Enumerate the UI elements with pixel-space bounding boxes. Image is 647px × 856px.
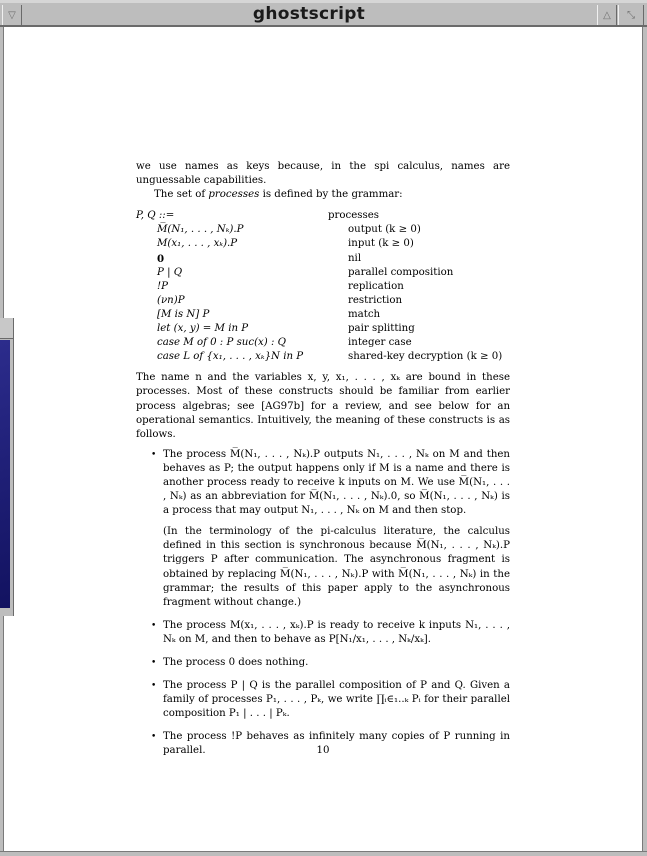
document-page [136, 160, 510, 768]
paragraph-bound-names: The name n and the variables x, y, x₁, . . . , xₖ are bound in these processes. Most of these constructs should be familiar from earlier process algebras; see [AG97b] for a review, and see below for an operational semantics. Intuitively, the meaning of these constructs is as follows. [136, 372, 510, 440]
paragraph-grammar-intro [136, 188, 510, 202]
background-window-edge[interactable] [0, 318, 14, 616]
raise-button[interactable] [597, 5, 617, 25]
grammar-row [136, 308, 510, 322]
grammar-row [136, 350, 510, 364]
grammar-row [136, 280, 510, 294]
grammar-row [136, 209, 510, 223]
grammar-desc: replication [348, 280, 404, 292]
grammar-term: case M of 0 : P suc(x) : Q [157, 337, 287, 349]
grammar-desc: match [348, 308, 381, 320]
grammar-term: P, Q ::= [136, 210, 175, 222]
grammar-desc: integer case [348, 337, 412, 349]
grammar-desc: input (k ≥ 0) [348, 238, 414, 250]
window-menu-button[interactable] [2, 5, 22, 25]
grammar-term: case L of {x₁, . . . , xₖ}N in P [157, 351, 304, 363]
grammar-term: (νn)P [157, 294, 185, 306]
grammar-desc: processes [328, 210, 379, 222]
triangle-up-icon: △ [603, 9, 611, 21]
grammar-term: let (x, y) = M in P [157, 323, 249, 335]
grammar-table [136, 209, 510, 364]
grammar-desc: output (k ≥ 0) [348, 224, 421, 236]
grammar-term: 0 [157, 252, 165, 265]
grammar-term: P | Q [157, 266, 183, 278]
grammar-term: [M is N] P [157, 308, 210, 320]
title-bar[interactable] [0, 0, 647, 27]
grammar-term: !P [157, 280, 168, 292]
window-border-right[interactable] [642, 27, 647, 856]
page-number: 10 [316, 745, 330, 756]
list-item-note: (In the terminology of the pi-calculus literature, the calculus defined in this section is synchronous because M̅(N₁, . . . , Nₖ).P triggers P after communication. The asynchronous fragment is obtained by replacing M̅(N₁, . . . , Nₖ).P with M̅(N₁, . . . , Nₖ) in the grammar; the results of this paper apply to the asynchronous fragment without change.) [163, 526, 510, 608]
list-item: • The process P | Q is the parallel composition of P and Q. Given a family of processes P₁, . . . , Pₖ, we write ∏ᵢ∈₁..ₖ Pᵢ for their parallel composition P₁ | . . . | Pₖ. [136, 679, 510, 721]
list-item: • The process M(x₁, . . . , xₖ).P is ready to receive k inputs N₁, . . . , Nₖ on M, and then to behave as P[N₁/x₁, . . . , Nₖ/xₖ]. [136, 619, 510, 647]
background-window-content [0, 340, 10, 608]
grammar-desc: parallel composition [348, 266, 454, 278]
list-item [136, 448, 510, 610]
list-item: • The process !P behaves as infinitely many copies of P running in parallel. [136, 730, 510, 758]
grammar-term: M̅(N₁, . . . , Nₖ).P [157, 224, 244, 236]
text: is defined by the grammar: [259, 189, 403, 201]
constructs-list [136, 448, 510, 759]
grammar-term: M(x₁, . . . , xₖ).P [157, 238, 238, 250]
emphasis-processes: processes [208, 189, 260, 201]
grammar-row [136, 266, 510, 280]
grammar-row [136, 336, 510, 350]
paragraph-intro: we use names as keys because, in the spi calculus, names are unguessable capabilities. [136, 161, 510, 187]
background-window-corner [0, 318, 13, 339]
resize-arrow-icon: ⤡ [627, 9, 635, 21]
resize-button[interactable] [618, 5, 644, 25]
grammar-desc: pair splitting [348, 323, 415, 335]
grammar-row [136, 322, 510, 336]
grammar-row [136, 223, 510, 237]
triangle-down-icon: ▽ [8, 9, 16, 21]
text: The set of [154, 189, 209, 201]
grammar-desc: restriction [348, 294, 403, 306]
grammar-row [136, 294, 510, 308]
grammar-row [136, 237, 510, 251]
list-item-text: The process M̅(N₁, . . . , Nₖ).P outputs N₁, . . . , Nₖ on M and then behaves as P; the output happens only if M is a name and there is another process ready to receive k inputs on M. We use M̅(N₁, . . . , Nₖ) as an abbreviation for M̅(N₁, . . . , Nₖ).0, so M̅(N₁, . . . , Nₖ) is a process that may output N₁, . . . , Nₖ on M and then stop. [163, 448, 510, 517]
grammar-row [136, 252, 510, 266]
window-border-bottom[interactable] [0, 851, 647, 856]
grammar-desc: shared-key decryption (k ≥ 0) [348, 351, 503, 363]
list-item: • The process 0 does nothing. [136, 656, 510, 670]
grammar-desc: nil [348, 252, 362, 264]
window-title: ghostscript [252, 4, 366, 24]
